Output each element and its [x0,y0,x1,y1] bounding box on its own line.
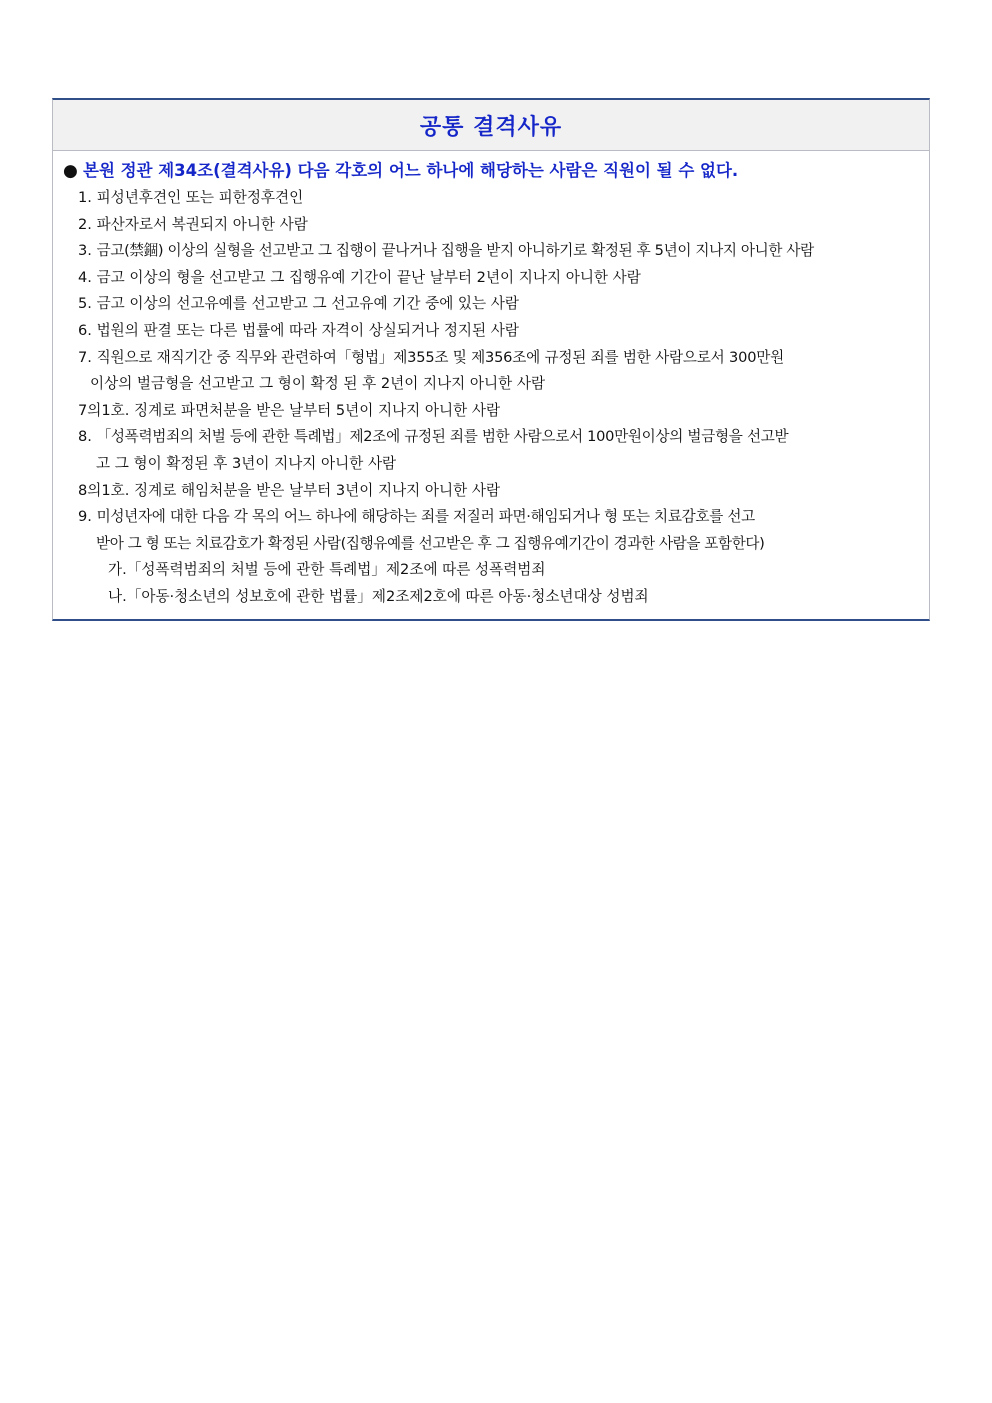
bullet-icon: ● [63,161,78,181]
list-item [63,185,921,212]
item-continuation: 받아 그 형 또는 치료감호가 확정된 사람(집행유예를 선고받은 후 그 집행유예기간이 경과한 사람을 포함한다) [96,534,765,552]
item-number: 7의1호. [78,401,130,419]
item-number: 1. [78,189,92,206]
item-text: 징계로 파면처분을 받은 날부터 5년이 지나지 아니한 사람 [134,401,501,419]
item-text: 징계로 해임처분을 받은 날부터 3년이 지나지 아니한 사람 [134,481,501,499]
list-item [63,398,921,425]
box-title: 공통 결격사유 [53,100,929,151]
item-number: 8. [78,428,92,446]
item-number: 2. [78,215,92,233]
lead-statement [63,158,921,184]
sub-item-mark: 가. [108,561,127,579]
item-text: 직원으로 재직기간 중 직무와 관련하여「형법」제355조 및 제356조에 규정된 죄를 범한 사람으로서 300만원 [96,348,785,366]
item-text: 법원의 판결 또는 다른 법률에 따라 자격이 상실되거나 정지된 사람 [96,321,519,339]
sub-item [63,584,921,611]
item-continuation: 이상의 벌금형을 선고받고 그 형이 확정 된 후 2년이 지나지 아니한 사람 [90,375,546,393]
item-number: 6. [78,321,92,339]
item-text: 미성년자에 대한 다음 각 목의 어느 하나에 해당하는 죄를 저질러 파면·해임되거나 형 또는 치료감호를 선고 [96,508,755,526]
list-item [63,504,921,557]
item-number: 5. [78,295,92,313]
item-number: 7. [78,348,92,366]
item-text: 파산자로서 복권되지 아니한 사람 [96,215,308,233]
item-number: 4. [78,268,92,286]
sub-item-mark: 나. [108,587,127,605]
item-continuation: 고 그 형이 확정된 후 3년이 지나지 아니한 사람 [96,454,397,472]
box-body [53,151,929,619]
list-item [63,238,921,265]
list-item [63,478,921,505]
sub-item-text: 「성폭력범죄의 처벌 등에 관한 특례법」제2조에 따른 성폭력범죄 [126,561,546,579]
sub-item-text: 「아동·청소년의 성보호에 관한 법률」제2조제2호에 따른 아동·청소년대상 성범죄 [126,587,649,605]
item-number: 3. [78,242,92,260]
lead-text: 본원 정관 제34조(결격사유) 다음 각호의 어느 하나에 해당하는 사람은 직원이 될 수 없다. [83,161,739,180]
item-text: 피성년후견인 또는 피한정후견인 [96,189,304,206]
item-text: 금고 이상의 형을 선고받고 그 집행유예 기간이 끝난 날부터 2년이 지나지 아니한 사람 [96,268,641,286]
item-number: 8의1호. [78,481,130,499]
list-item [63,265,921,292]
list-item [63,318,921,345]
item-text: 「성폭력범죄의 처벌 등에 관한 특례법」제2조에 규정된 죄를 범한 사람으로서 100만원이상의 벌금형을 선고받 [96,428,789,446]
list-item [63,212,921,239]
item-number: 9. [78,508,92,526]
item-text: 금고 이상의 선고유예를 선고받고 그 선고유예 기간 중에 있는 사람 [96,295,519,313]
disqualification-box [52,98,930,621]
list-item [63,291,921,318]
item-text: 금고(禁錮) 이상의 실형을 선고받고 그 집행이 끝나거나 집행을 받지 아니하기로 확정된 후 5년이 지나지 아니한 사람 [96,242,814,260]
list-item [63,424,921,477]
sub-item [63,557,921,584]
list-item [63,345,921,398]
